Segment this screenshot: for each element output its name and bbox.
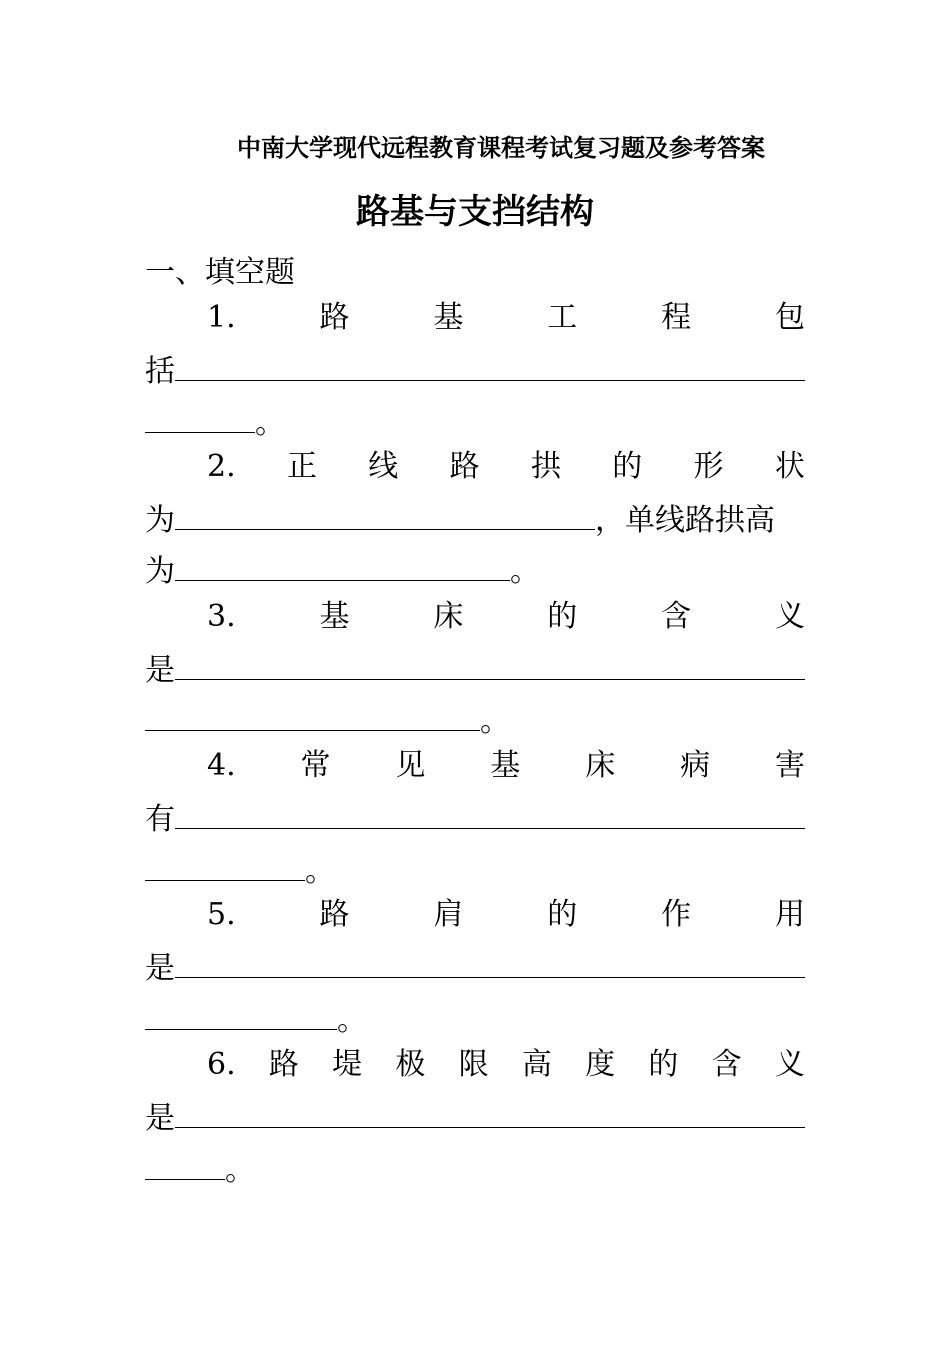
question-5-line-2 xyxy=(145,945,805,985)
q4-char: 基 xyxy=(490,748,521,783)
q3-char: 含 xyxy=(661,599,692,634)
q3-end: 。 xyxy=(480,704,510,739)
q6-char: 高 xyxy=(521,1047,552,1082)
q4-end: 。 xyxy=(305,854,335,889)
q2-char: 拱 xyxy=(530,449,561,484)
q5-char: 肩 xyxy=(433,897,464,932)
q6-char: 6. xyxy=(207,1047,236,1082)
q1-char: 程 xyxy=(661,300,692,335)
question-4-line-3 xyxy=(145,848,805,888)
q4-char: 病 xyxy=(680,748,711,783)
question-2-line-2 xyxy=(145,497,805,537)
q2-char: 正 xyxy=(286,449,317,484)
question-1-line-1 xyxy=(145,298,805,338)
q4-char: 害 xyxy=(774,748,805,783)
answer-blank[interactable] xyxy=(175,796,805,829)
q2-cont2: 为 xyxy=(145,554,175,589)
question-6-line-1 xyxy=(145,1045,805,1085)
q2-cont: 为 xyxy=(145,503,175,538)
q1-char: 工 xyxy=(547,300,578,335)
q4-char: 床 xyxy=(585,748,616,783)
q2-char: 的 xyxy=(612,449,643,484)
answer-blank[interactable] xyxy=(145,848,305,881)
answer-blank[interactable] xyxy=(145,698,480,731)
question-4-line-2 xyxy=(145,796,805,836)
question-2-line-1 xyxy=(145,447,805,487)
answer-blank[interactable] xyxy=(175,945,805,978)
q6-char: 义 xyxy=(774,1047,805,1082)
q3-char: 床 xyxy=(433,599,464,634)
q3-char: 的 xyxy=(547,599,578,634)
q5-char: 的 xyxy=(547,897,578,932)
q6-char: 极 xyxy=(395,1047,426,1082)
question-3-line-1 xyxy=(145,597,805,637)
question-2-line-3 xyxy=(145,548,805,588)
question-6-line-3 xyxy=(145,1147,805,1187)
q5-char: 5. xyxy=(207,897,236,932)
section-heading: 一、填空题 xyxy=(145,255,295,290)
q1-char: 1. xyxy=(207,300,236,335)
q5-char: 路 xyxy=(319,897,350,932)
answer-blank[interactable] xyxy=(145,400,255,433)
q5-char: 用 xyxy=(775,897,805,932)
q2-char: 线 xyxy=(368,449,399,484)
answer-blank[interactable] xyxy=(175,548,510,581)
q6-cont: 是 xyxy=(145,1101,175,1136)
q2-mid: ，单线路拱高 xyxy=(595,503,775,538)
course-header: 中南大学现代远程教育课程考试复习题及参考答案 xyxy=(237,134,765,162)
q2-end: 。 xyxy=(510,554,540,589)
q6-char: 堤 xyxy=(332,1047,363,1082)
question-4-line-1 xyxy=(145,746,805,786)
question-6-line-2 xyxy=(145,1095,805,1135)
q3-char: 3. xyxy=(207,599,236,634)
answer-blank[interactable] xyxy=(175,348,805,381)
q6-char: 路 xyxy=(268,1047,299,1082)
q5-cont: 是 xyxy=(145,951,175,986)
q4-char: 见 xyxy=(395,748,426,783)
q6-char: 含 xyxy=(711,1047,742,1082)
q6-char: 的 xyxy=(648,1047,679,1082)
q2-char: 路 xyxy=(449,449,480,484)
answer-blank[interactable] xyxy=(145,1147,225,1180)
q2-char: 状 xyxy=(774,449,805,484)
q6-end: 。 xyxy=(225,1153,255,1188)
answer-blank[interactable] xyxy=(175,647,805,680)
q1-cont: 括 xyxy=(145,354,175,389)
q1-end: 。 xyxy=(255,406,285,441)
question-3-line-3 xyxy=(145,698,805,738)
document-title: 路基与支挡结构 xyxy=(356,192,594,232)
q4-char: 4. xyxy=(207,748,236,783)
q3-cont: 是 xyxy=(145,653,175,688)
q1-char: 包 xyxy=(775,300,805,335)
q4-char: 常 xyxy=(300,748,331,783)
answer-blank[interactable] xyxy=(145,997,337,1030)
q3-char: 义 xyxy=(775,599,805,634)
question-3-line-2 xyxy=(145,647,805,687)
q6-char: 限 xyxy=(458,1047,489,1082)
q1-char: 基 xyxy=(433,300,464,335)
question-5-line-1 xyxy=(145,895,805,935)
answer-blank[interactable] xyxy=(175,1095,805,1128)
q4-cont: 有 xyxy=(145,802,175,837)
answer-blank[interactable] xyxy=(175,497,595,530)
question-1-line-3 xyxy=(145,400,805,440)
q2-char: 2. xyxy=(207,449,236,484)
q2-char: 形 xyxy=(693,449,724,484)
q5-char: 作 xyxy=(661,897,692,932)
question-5-line-3 xyxy=(145,997,805,1037)
q6-char: 度 xyxy=(585,1047,616,1082)
q3-char: 基 xyxy=(319,599,350,634)
question-1-line-2 xyxy=(145,348,805,388)
q5-end: 。 xyxy=(337,1003,367,1038)
q1-char: 路 xyxy=(319,300,350,335)
